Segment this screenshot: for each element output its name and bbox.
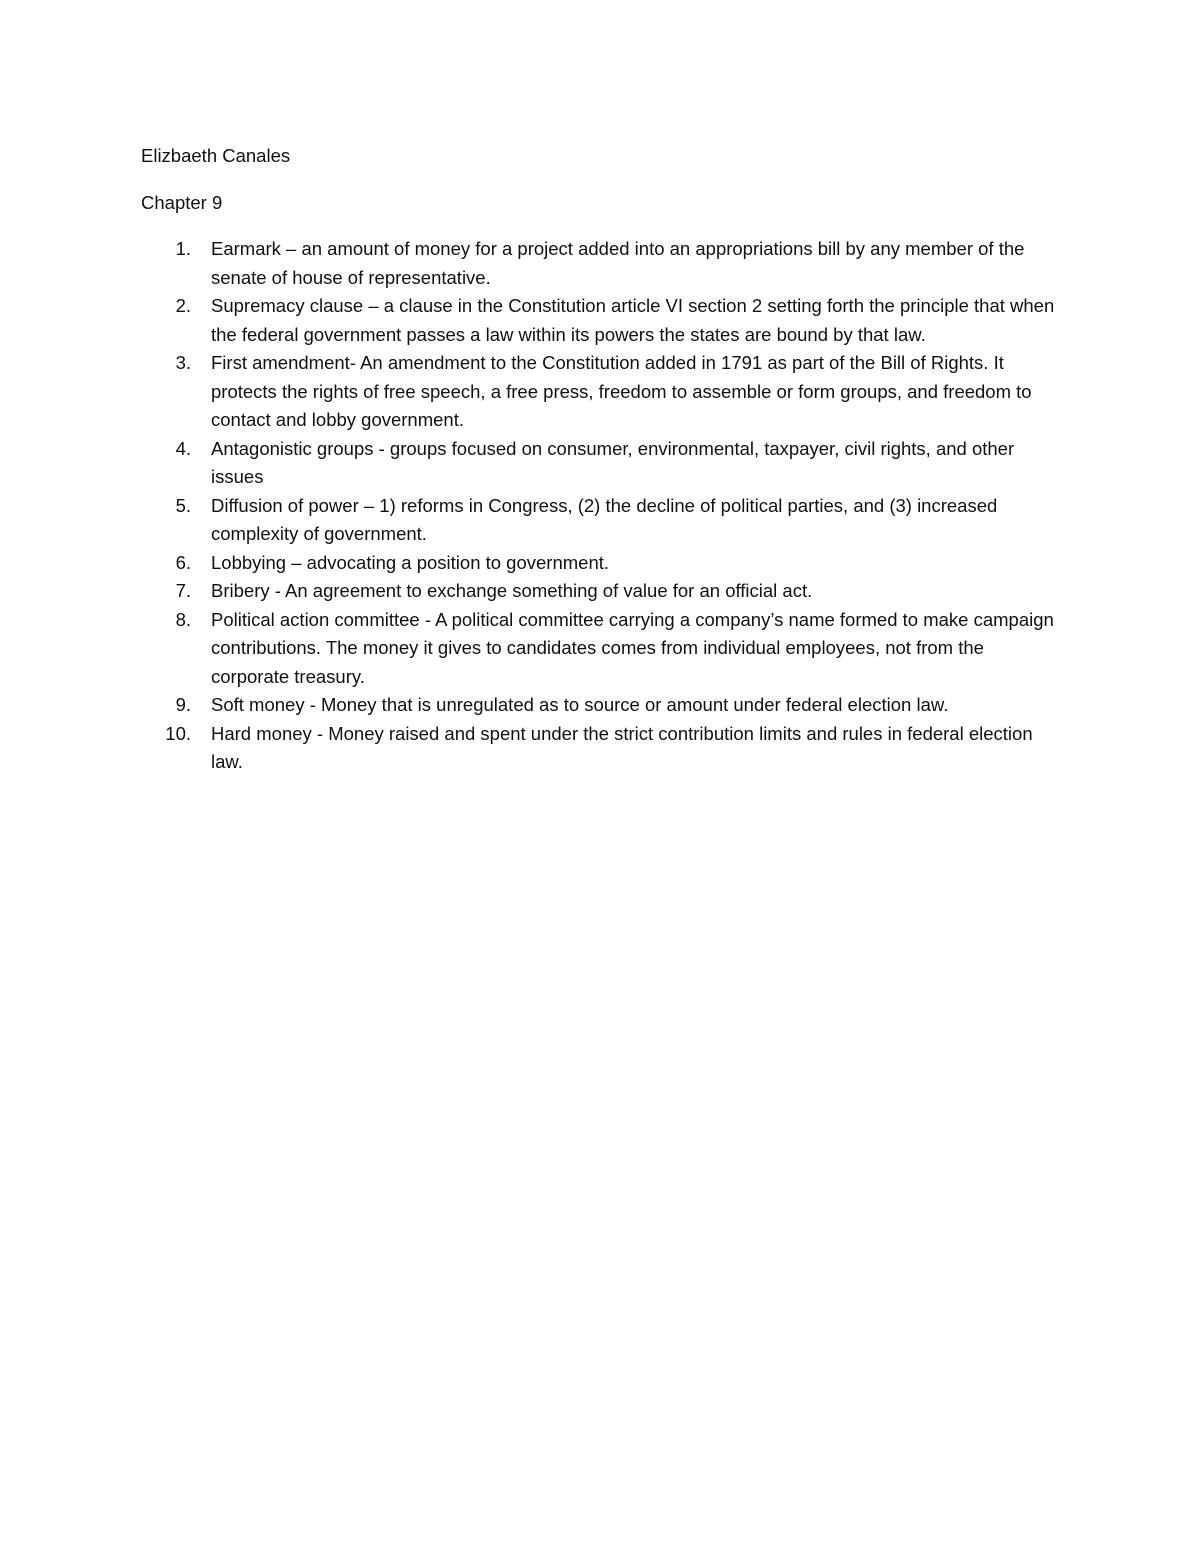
term-definition: Supremacy clause – a clause in the Constitution article VI section 2 setting forth the principle that when the federal government passes a law within its powers the states are bound by that law. <box>211 295 1055 345</box>
list-number: 6. <box>175 551 191 573</box>
document-body <box>141 142 1061 777</box>
term-definition: Earmark – an amount of money for a project added into an appropriations bill by any member of the senate of house of representative. <box>211 238 1025 288</box>
term-definition: Political action committee - A political committee carrying a company’s name formed to make campaign contributions. The money it gives to candidates comes from individual employees, not from the corporate treasury. <box>211 608 1054 687</box>
author-name: Elizbaeth Canales <box>141 145 291 166</box>
list-number: 5. <box>175 494 191 516</box>
list-number: 9. <box>175 694 191 715</box>
list-item <box>141 606 1061 692</box>
term-definition: Diffusion of power – 1) reforms in Congress, (2) the decline of political parties, and (3) increased complexity of government. <box>211 494 998 544</box>
term-definition: Hard money - Money raised and spent under the strict contribution limits and rules in federal election law. <box>211 722 1033 772</box>
list-number: 7. <box>175 580 191 601</box>
list-number: 2. <box>175 295 191 316</box>
list-number: 4. <box>175 437 191 459</box>
chapter-heading: Chapter 9 <box>141 191 223 213</box>
terms-list <box>141 235 1061 777</box>
term-definition: Soft money - Money that is unregulated as to source or amount under federal election law. <box>211 694 949 715</box>
list-item <box>141 235 1061 292</box>
term-definition: Lobbying – advocating a position to government. <box>211 551 610 573</box>
list-number: 8. <box>175 608 191 630</box>
list-item <box>141 549 1061 578</box>
term-definition: First amendment- An amendment to the Constitution added in 1791 as part of the Bill of Rights. It protects the rights of free speech, a free press, freedom to assemble or form groups, and freedom to contact and lobby government. <box>211 352 1032 430</box>
list-item <box>141 349 1061 435</box>
list-item <box>141 292 1061 349</box>
list-item <box>141 435 1061 492</box>
term-definition: Antagonistic groups - groups focused on consumer, environmental, taxpayer, civil rights, and other issues <box>211 437 1015 487</box>
list-number: 3. <box>175 352 191 373</box>
list-item <box>141 492 1061 549</box>
list-item <box>141 691 1061 720</box>
list-number: 1. <box>175 238 191 259</box>
term-definition: Bribery - An agreement to exchange something of value for an official act. <box>211 580 813 601</box>
list-number: 10. <box>165 722 191 744</box>
list-item <box>141 577 1061 606</box>
list-item <box>141 720 1061 777</box>
